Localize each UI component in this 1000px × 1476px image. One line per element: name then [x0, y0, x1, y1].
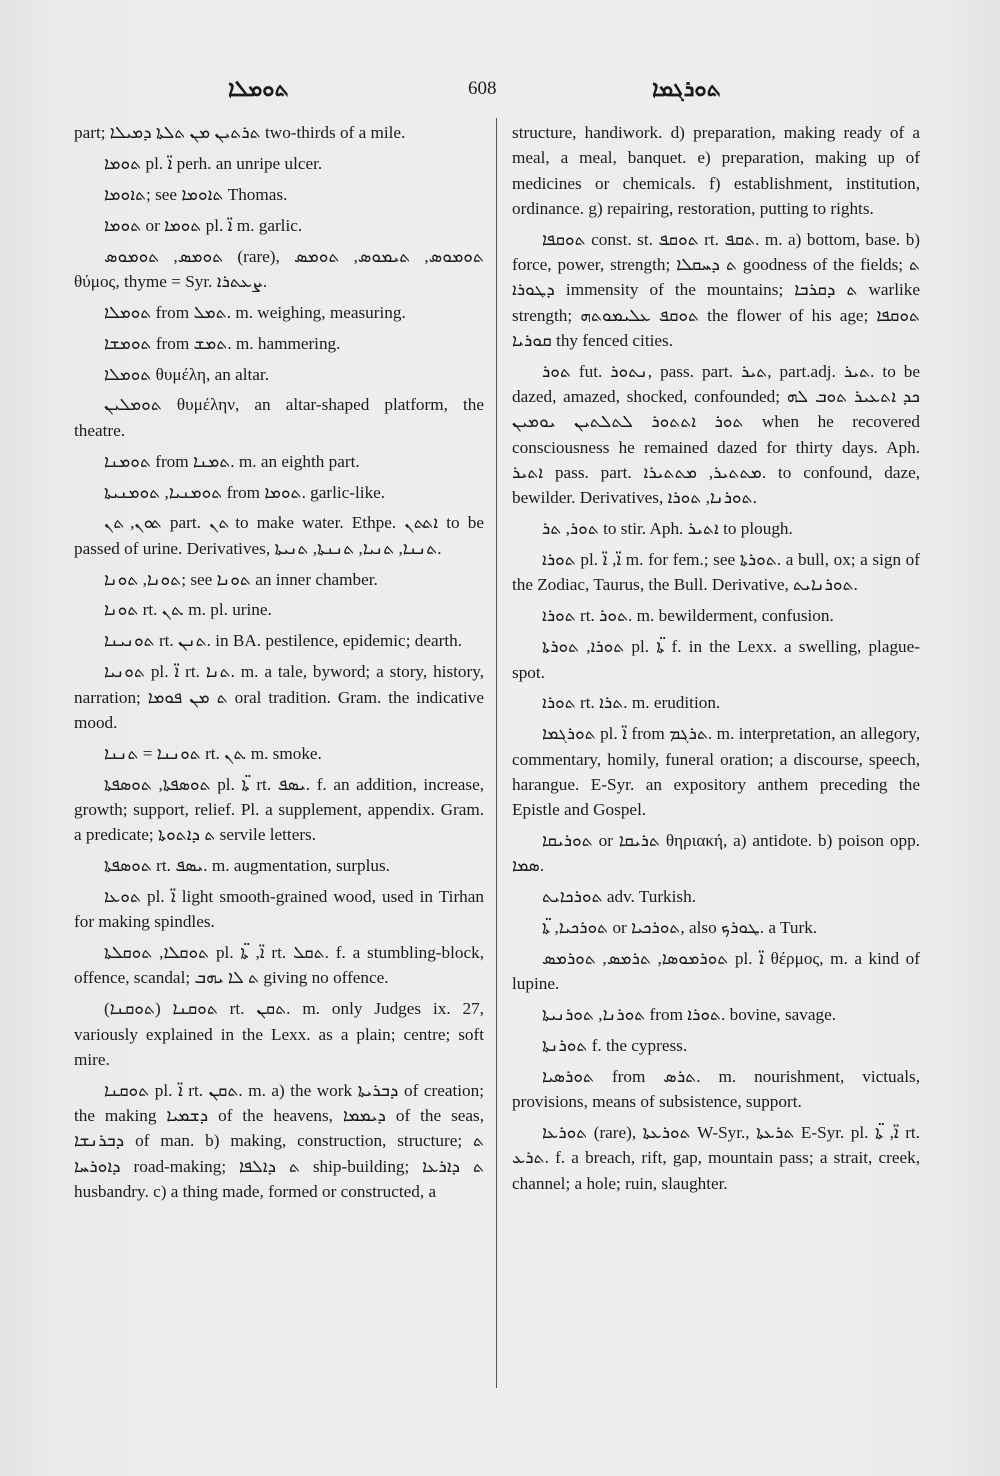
dictionary-entry: ܬܘܩܦܐ const. st. ܬܘܩܦ rt. ܬܩܦ. m. a) bottom, base. b) force, power, strength; ܬ ܕܚܩܠܐ goodness of the fields; ܬ ܕܛܘܪܐ immensity of the mountains; ܬ ܕܩܪܒܐ warlike strength; ܬܘܩܦ ܥܠܝܡܘܬܗ the flower of his age; ܬܘܩܦܐ ܩܘܪܝܐ thy fenced cities. [512, 229, 920, 350]
dictionary-entry: ܬܘܥܐ pl. ܐ̈ light smooth-grained wood, used in Tirhan for making spindles. [74, 887, 484, 932]
dictionary-entry: ܬܘܪܢܐ, ܬܘܪܢܝܬܐ from ܬܘܪܐ. bovine, savage. [542, 1005, 837, 1025]
dictionary-entry: ܬܘܪܐ rt. ܬܘܪ. m. bewilderment, confusion. [542, 606, 834, 626]
dictionary-entry: ܬܘܩܠܐ, ܬܘܩܠܬܐ pl. ܐ̈, ܬ̈ܐ rt. ܬܩܠ. f. a stumbling-block, offence, scandal; ܬ ܠܐ ܝܗܒ giving no offence. [74, 943, 484, 988]
right-running-head: ܬܘܪܓܡܐ [652, 76, 721, 101]
dictionary-entry: ܬܘܪܣܝܐ from ܬܪܣ. m. nourishment, victuals, provisions, means of subsistence, support. [512, 1067, 920, 1112]
left-running-head: ܬܘܡܠܐ [228, 76, 289, 101]
dictionary-entry: ܬܘܢܝܢܐ rt. ܬܢܢ. in BA. pestilence, epidemic; dearth. [104, 631, 463, 651]
dictionary-entry: ܬܘܡܢܝܐ, ܬܘܡܢܝܬܐ from ܬܘܡܐ. garlic-like. [104, 482, 386, 502]
dictionary-entry: ܬܘܩܢܐ (ܬܘܩܢܐ) rt. ܬܩܢ. m. only Judges ix. 27, variously explained in the Lexx. as a plain; centre; soft mire. [74, 999, 484, 1069]
dictionary-entry: ܬܘܪܝܩܐ or ܬܪܝܩܐ θηριακή, a) antidote. b) poison opp. ܣܡܐ. [512, 831, 920, 876]
dictionary-entry: ܬܘܪܐ, ܬܘܪܬܐ pl. ܬ̈ܐ f. in the Lexx. a swelling, plague-spot. [512, 637, 920, 682]
dictionary-entry: ܬܘܣܦܬܐ, ܬܘܣܦܬܐ pl. ܬ̈ܐ rt. ܝܣܦ. f. an addition, increase, growth; support, relief. Pl. a supplement, appendix. Gram. a predicate; ܬ ܕܐܬܘܬܐ servile letters. [74, 774, 484, 845]
dictionary-entry: ܬܐܘܡܐ; see ܬܐܘܡܐ Thomas. [104, 184, 288, 204]
dictionary-entry: ܬܘܡܠܐ θυμέλη, an altar. [104, 364, 269, 384]
entry-continuation: part; ܬܪܬܝܢ ܡܢ ܬܠܬܐ ܕܡܝܠܐ two-thirds of a mile. [74, 123, 406, 142]
dictionary-entry: ܬܘܣܦܬܐ rt. ܝܣܦ. m. augmentation, surplus. [104, 856, 390, 876]
entry-continuation: structure, handiwork. d) preparation, making ready of a meal, a meal, banquet. e) preparation, making up of medicines or chemicals. f) establishment, institution, ordinance. g) repairing, restoration, putting to rights. [512, 123, 920, 218]
left-column [74, 120, 484, 1400]
dictionary-entry: ܬܘܪܓܡܐ pl. ܐ̈ from ܬܪܓܡ. m. interpretation, an allegory, commentary, homily, funeral oration; a discourse, speech, harangue. E-Syr. an expository anthem preceding the Epistle and Gospel. [512, 724, 920, 820]
dictionary-entry: ܬܘܪܟܐܝܬ adv. Turkish. [542, 887, 696, 907]
dictionary-entry: ܬܘܢܐ, ܬܘܢܐ; see ܬܘܢܐ an inner chamber. [104, 569, 378, 589]
dictionary-entry: ܬܘܡܫܐ from ܬܡܫ. m. hammering. [104, 333, 341, 353]
dictionary-entry: ܬܘܢܐ rt. ܬܢ. m. pl. urine. [104, 600, 272, 620]
right-column [512, 120, 920, 1400]
column-divider [496, 118, 497, 1388]
dictionary-entry: ܬܘܪܢܬܐ f. the cypress. [542, 1036, 688, 1056]
dictionary-entry: ܬܘܡܢܐ from ܬܡܢܐ. m. an eighth part. [104, 451, 360, 471]
dictionary-entry: ܬܘܡܐ or ܬܘܡܐ pl. ܐ̈ m. garlic. [104, 215, 303, 235]
dictionary-entry: ܬܘܪܡܘܣܐ, ܬܪܡܣ, ܬܘܪܡܣ pl. ܐ̈ θέρμος, m. a kind of lupine. [512, 949, 920, 994]
dictionary-entry: ܬܘܪ fut. ܢܬܘܪ, pass. part. ܬܝܪ, part.adj. ܬܝܪ. to be dazed, amazed, shocked, confounded; ܟܕ ܐܬܥܝܪ ܬܘܒ ܠܗ ܬܘܪ ܐܬܬܘܪ ܠܬܠܬܝܢ ܝܘܡܝܢ when he recovered consciousness he remained dazed for thirty days. Aph. ܐܬܝܪ pass. part. ܡܬܬܝܪ, ܡܬܬܝܪܐ. to confound, daze, bewilder. Derivatives, ܬܘܪܢܐ, ܬܘܪܐ. [512, 361, 920, 508]
dictionary-entry: ܬܘܪ, ܬܪ to stir. Aph. ܐܬܝܪ to plough. [542, 519, 793, 539]
dictionary-entry: ܬܘܩܢܐ pl. ܐ̈ rt. ܬܩܢ. m. a) the work ܕܒܪܝܬܐ of creation; the making ܕܫܡܝܐ of the heavens, ܕܝܡܡܐ of the seas, ܕܒܪܢܫܐ of man. b) making, construction, structure; ܬ ܕܐܘܪܚܐ road-making; ܬ ܕܐܠܦܐ ship-building; ܬ ܕܐܪܥܐ husbandry. c) a thing made, formed or constructed, a [74, 1080, 484, 1202]
dictionary-entry: ܬܘܪܟܝܐ, ܬ̈ܐ or ܬܘܪܟܝܐ, also ܛܘܪܟ. a Turk. [542, 918, 818, 938]
running-head [0, 76, 1000, 106]
dictionary-entry: ܬܘܪܐ pl. ܐ̈, ܐ̈ m. for fem.; see ܬܘܪܬܐ. a bull, ox; a sign of the Zodiac, Taurus, the Bull. Derivative, ܬܘܪܢܐܝܬ. [512, 550, 920, 595]
dictionary-entry: ܬܘܢܢܐ = ܬܢܢܐ rt. ܬܢ. m. smoke. [104, 743, 322, 763]
dictionary-entry: ܬܘܢ, ܬܢ part. ܬܢ to make water. Ethpe. ܐܬܬܢ to be passed of urine. Derivatives, ܬܢܢܐ, ܬܢܝܐ, ܬܢܢܬܐ, ܬܢܝܬܐ. [74, 513, 484, 558]
dictionary-entry: ܬܘܡܠܝܢ θυμέλην, an altar-shaped platform, the theatre. [74, 395, 484, 440]
dictionary-entry: ܬܘܡܐ pl. ܐ̈ perh. an unripe ulcer. [104, 153, 323, 173]
dictionary-entry: ܬܘܡܣ, ܬܘܡܘܣ (rare), ܬܘܡܘܣ, ܬܝܡܘܣ, ܬܘܡܣ θύμος, thyme = Syr. ܨܥܬܪܐ. [74, 246, 484, 291]
page-number: 608 [468, 78, 497, 99]
dictionary-entry: ܬܘܪܥܐ (rare), ܬܘܪܥܬܐ W-Syr., ܬܪܥܬܐ E-Syr. pl. ܐ̈, ܬ̈ܐ rt. ܬܪܥ. f. a breach, rift, gap, mountain pass; a strait, creek, channel; a hole; ruin, slaughter. [512, 1123, 920, 1193]
dictionary-entry: ܬܘܢܝܐ pl. ܐ̈ rt. ܬܢܐ. m. a tale, byword; a story, history, narration; ܬ ܡܢ ܦܘܡܐ oral tradition. Gram. the indicative mood. [74, 662, 484, 732]
dictionary-entry: ܬܘܡܠܐ from ܬܡܠ. m. weighing, measuring. [104, 302, 406, 322]
dictionary-entry: ܬܘܪܐ rt. ܬܪܐ. m. erudition. [542, 693, 721, 713]
